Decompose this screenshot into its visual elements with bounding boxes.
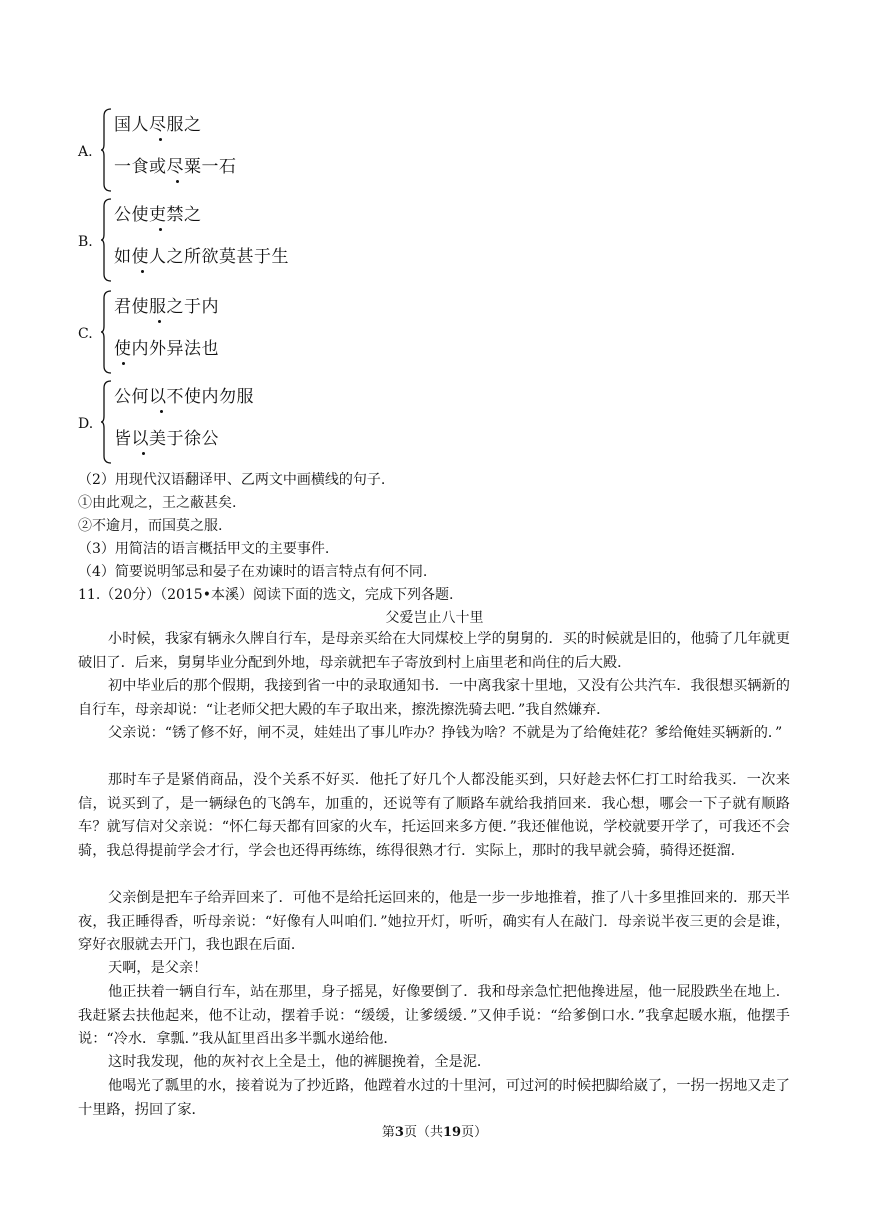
passage-paragraph: 天啊，是父亲！: [108, 960, 208, 976]
option-line-2: 一食或尽粟一石: [114, 157, 237, 177]
footer-suffix: 页）: [461, 1125, 488, 1140]
page-number: 3: [394, 1125, 404, 1140]
passage-title: 父爱岂止八十里: [385, 610, 484, 626]
emphasis-dot: [159, 138, 162, 141]
page-total: 19: [442, 1125, 462, 1140]
question-2: （2）用现代汉语翻译甲、乙两文中画横线的句子.: [78, 472, 386, 488]
passage-paragraph: 父亲倒是把车子给弄回来了．可他不是给托运回来的，他是一步一步地推着，推了八十多里推回来的．那天半夜，我正睡得香，听母亲说：“好像有人叫咱们．”她拉开灯，听听，确实有人在敲门．母亲说半夜三更的会是谁，穿好衣服就去开门，我也跟在后面．: [78, 890, 790, 954]
question-4: （4）简要说明邹忌和晏子在劝谏时的语言特点有何不同.: [78, 564, 428, 580]
option-line-2: 皆以美于徐公: [114, 429, 219, 449]
option-line-1: 公何以不使内勿服: [114, 387, 254, 407]
passage-paragraph: 他正扶着一辆自行车，站在那里，身子摇晃，好像要倒了．我和母亲急忙把他搀进屋，他一屁股跌坐在地上．我赶紧去扶他起来，他不让动，摆着手说：“缓缓，让爹缓缓．”又伸手说：“给爹倒口水．”我拿起暖水瓶，他摆手说：“冷水．拿瓢．”我从缸里舀出多半瓢水递给他．: [78, 984, 790, 1048]
passage-paragraph: 父亲说：“锈了修不好，闸不灵，娃娃出了事儿咋办？挣钱为啥？不就是为了给俺娃花？爹给俺娃买辆新的．”: [108, 725, 783, 741]
emphasis-dot: [141, 270, 144, 273]
option-letter: A.: [78, 144, 93, 160]
option-line-2: 使内外异法也: [114, 339, 219, 359]
option-line-1: 国人尽服之: [114, 115, 202, 135]
emphasis-dot: [176, 180, 179, 183]
option-line-1: 公使吏禁之: [114, 205, 202, 225]
emphasis-dot: [159, 228, 162, 231]
passage-paragraph: 小时候，我家有辆永久牌自行车，是母亲买给在大同煤校上学的舅舅的．买的时候就是旧的，他骑了几年就更破旧了．后来，舅舅毕业分配到外地，母亲就把车子寄放到村上庙里老和尚住的后大殿．: [78, 631, 790, 671]
left-brace-icon: [100, 108, 112, 192]
question-3: （3）用简洁的语言概括甲文的主要事件.: [78, 541, 330, 557]
left-brace-icon: [100, 290, 112, 374]
question-11-header: 11.（20分）（2015•本溪）阅读下面的选文，完成下列各题.: [78, 587, 454, 603]
footer-prefix: 第: [381, 1125, 395, 1140]
left-brace-icon: [100, 198, 112, 282]
option-line-1: 君使服之于内: [114, 297, 219, 317]
emphasis-dot: [122, 362, 125, 365]
passage-paragraph: 那时车子是紧俏商品，没个关系不好买．他托了好几个人都没能买到，只好趁去怀仁打工时给我买．一次来信，说买到了，是一辆绿色的飞鸽车，加重的，还说等有了顺路车就给我捎回来．我心想，哪会一下子就有顺路车？就写信对父亲说：“怀仁每天都有回家的火车，托运回来多方便．”我还催他说，学校就要开学了，可我还不会骑，我总得提前学会才行，学会也还得再练练，练得很熟才行．实际上，那时的我早就会骑，骑得还挺溜．: [78, 772, 790, 859]
emphasis-dot: [158, 320, 161, 323]
question-2-sentence-1: ①由此观之，王之蔽甚矣.: [78, 495, 237, 511]
emphasis-dot: [160, 410, 163, 413]
left-brace-icon: [100, 380, 112, 464]
passage-paragraph: 初中毕业后的那个假期，我接到省一中的录取通知书．一中离我家十里地，又没有公共汽车．我很想买辆新的自行车，母亲却说：“让老师父把大殿的车子取出来，擦洗擦洗骑去吧．”我自然嫌弃．: [78, 678, 790, 718]
passage-paragraph: 这时我发现，他的灰衬衣上全是土，他的裤腿挽着，全是泥．: [108, 1054, 492, 1070]
emphasis-dot: [142, 452, 145, 455]
question-2-sentence-2: ②不逾月，而国莫之服.: [78, 518, 223, 534]
option-letter: D.: [78, 416, 94, 432]
footer-middle: 页（共: [403, 1125, 443, 1140]
option-letter: B.: [78, 234, 93, 250]
option-letter: C.: [78, 326, 93, 342]
page-footer: [0, 1121, 869, 1140]
option-line-2: 如使人之所欲莫甚于生: [114, 247, 289, 267]
passage-paragraph: 他喝光了瓢里的水，接着说为了抄近路，他蹚着水过的十里河，可过河的时候把脚给崴了，一拐一拐地又走了十里路，拐回了家．: [78, 1078, 790, 1118]
